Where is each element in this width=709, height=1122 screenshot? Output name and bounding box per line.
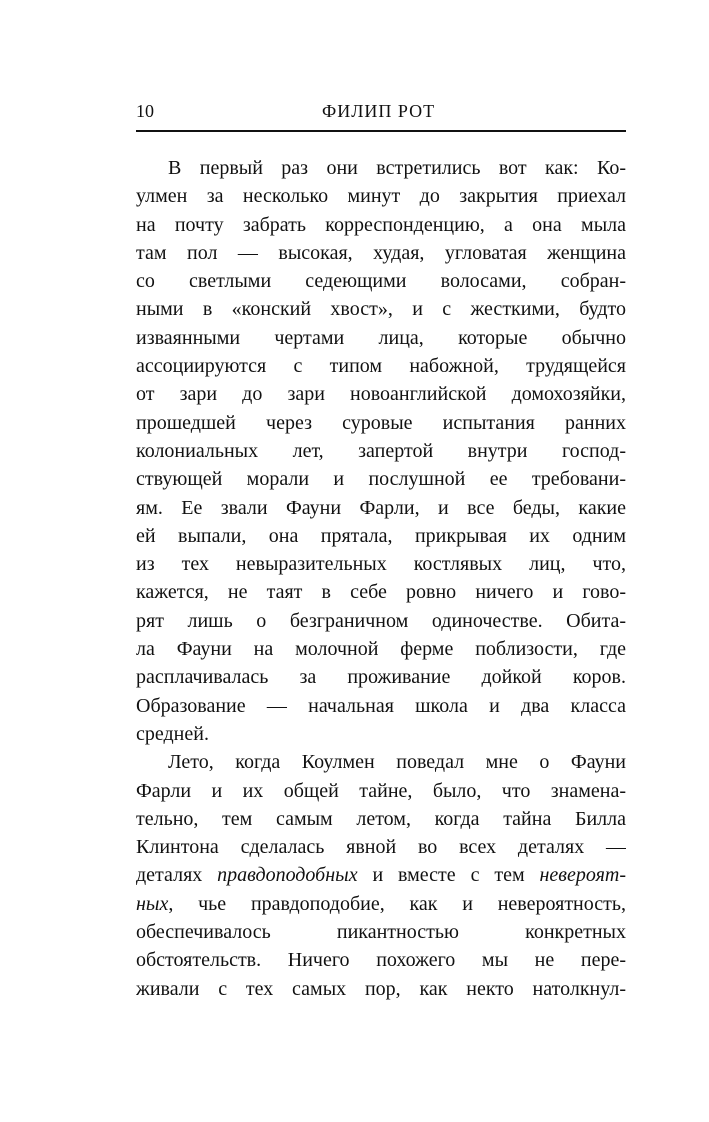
italic-text: ных — [136, 892, 169, 915]
text-line: ствующей морали и послушной ее требовани- — [136, 468, 626, 491]
text-line: средней. — [136, 722, 209, 745]
header-rule — [136, 130, 626, 132]
text-fragment: деталях — [136, 864, 218, 887]
text-line: изваянными чертами лица, которые обычно — [136, 326, 626, 349]
text-line: из тех невыразительных костлявых лиц, что, — [136, 553, 626, 576]
text-line: ям. Ее звали Фауни Фарли, и все беды, какие — [136, 496, 626, 519]
text-line: обеспечивалось пикантностью конкретных — [136, 921, 626, 944]
text-line: Образование — начальная школа и два класса — [136, 694, 626, 717]
text-line: от зари до зари новоанглийской домохозяйки, — [136, 383, 626, 406]
italic-text: правдоподобных — [217, 864, 358, 887]
text-line: со светлыми седеющими волосами, собран- — [136, 270, 626, 293]
running-title: ФИЛИП РОТ — [322, 101, 436, 121]
text-line: ассоциируются с типом набожной, трудящейся — [136, 355, 626, 378]
text-line-with-italics — [136, 890, 626, 918]
text-line: Фарли и их общей тайне, было, что знамена- — [136, 779, 626, 802]
text-line: Клинтона сделалась явной во всех деталях — — [136, 836, 626, 859]
page-number: 10 — [136, 101, 154, 121]
italic-text: невероят- — [539, 864, 626, 887]
text-line-with-italics — [136, 861, 626, 889]
page-header — [136, 96, 626, 130]
text-line: там пол — высокая, худая, угловатая женщина — [136, 241, 626, 264]
text-line: расплачивалась за проживание дойкой коров. — [136, 666, 626, 689]
text-line: рят лишь о безграничном одиночестве. Обита- — [136, 609, 626, 632]
text-line: ей выпали, она прятала, прикрывая их одним — [136, 524, 626, 547]
text-line: живали с тех самых пор, как некто натолкнул- — [136, 977, 626, 1000]
text-line: В первый раз они встретились вот как: Ко- — [168, 157, 626, 179]
text-fragment: , чье правдоподобие, как и невероятность, — [168, 892, 626, 915]
text-line: кажется, не таят в себе ровно ничего и гово- — [136, 581, 626, 604]
text-line: улмен за несколько минут до закрытия приехал — [136, 185, 626, 208]
text-line: тельно, тем самым летом, когда тайна Билла — [136, 807, 626, 830]
text-line: прошедшей через суровые испытания ранних — [136, 411, 626, 434]
text-line: ла Фауни на молочной ферме поблизости, где — [136, 638, 626, 661]
text-line: Лето, когда Коулмен поведал мне о Фауни — [168, 751, 626, 774]
text-line: на почту забрать корреспонденцию, а она мыла — [136, 213, 626, 236]
text-line: обстоятельств. Ничего похожего мы не пере- — [136, 949, 626, 972]
text-line: колониальных лет, запертой внутри господ- — [136, 439, 626, 462]
text-body — [136, 154, 626, 1003]
text-fragment: и вместе с тем — [357, 864, 540, 887]
text-line: ными в «конский хвост», и с жесткими, будто — [136, 298, 626, 321]
